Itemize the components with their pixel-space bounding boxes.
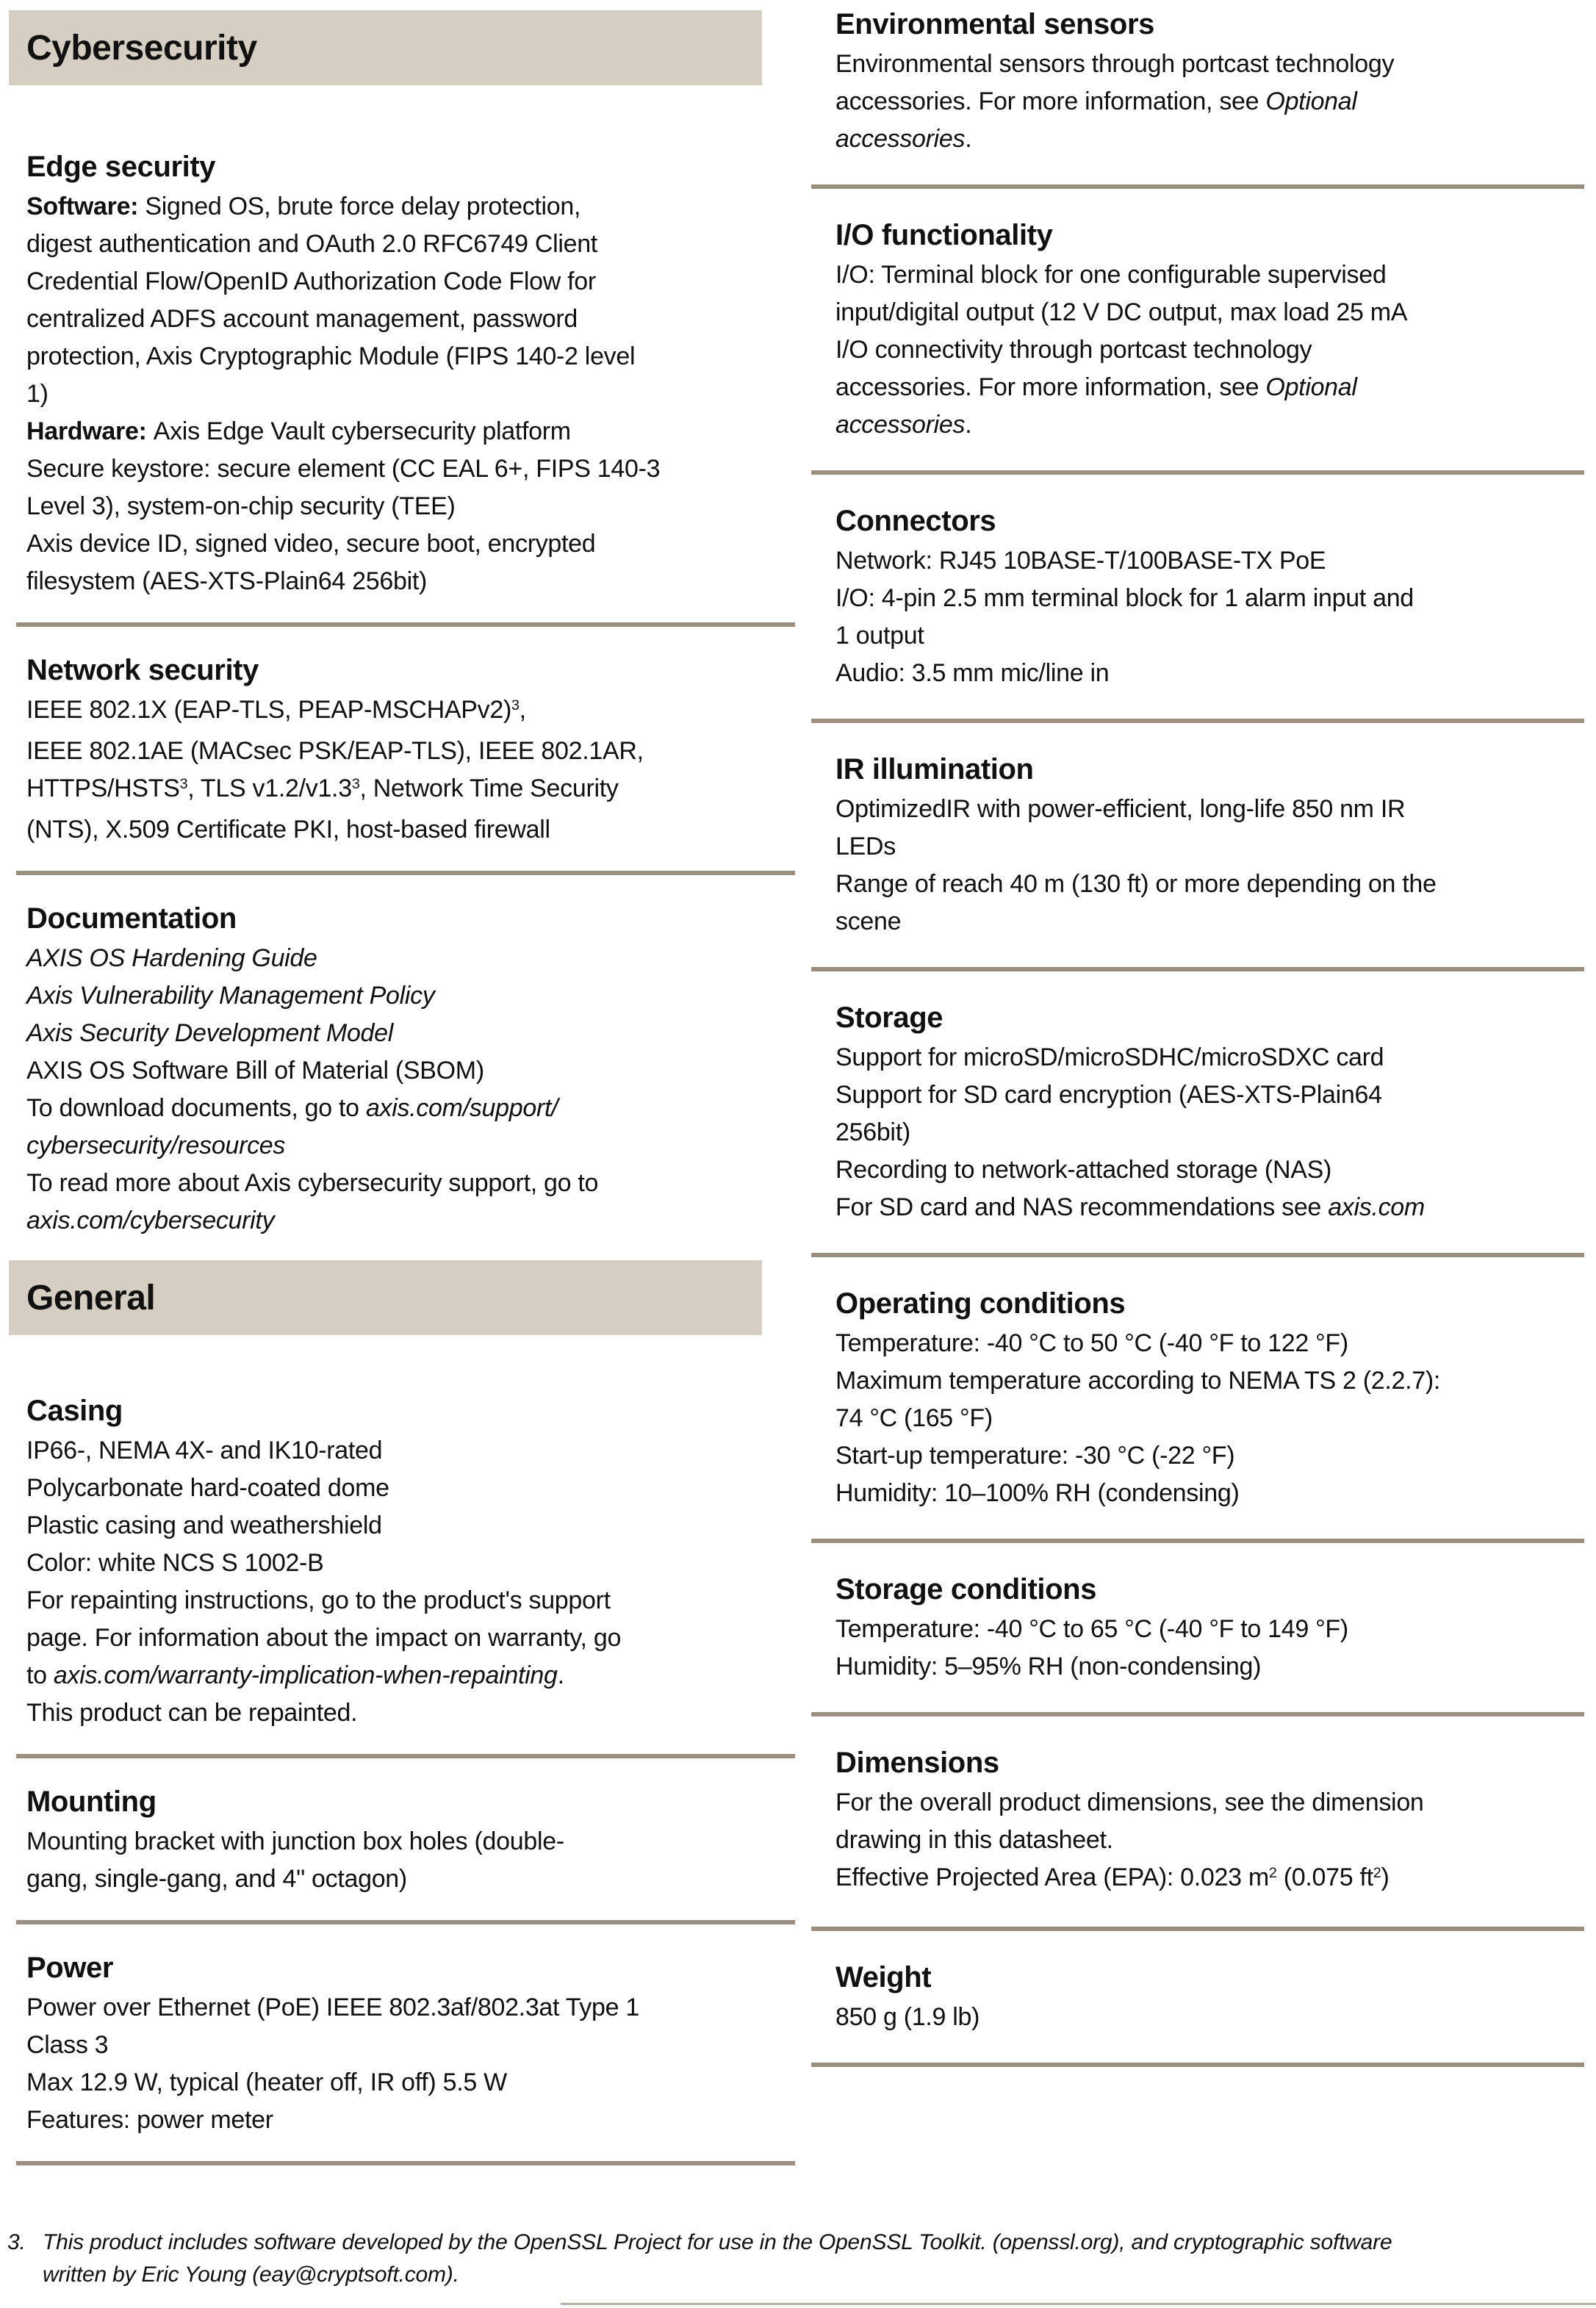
right-column	[811, 0, 1584, 2096]
section-storage	[835, 1001, 1584, 1226]
edge-security-heading: Edge security	[26, 151, 216, 183]
network-security-body: IEEE 802.1X (EAP-TLS, PEAP-MSCHAPv2)$^3$, IEEE 802.1AE (MACsec PSK/EAP-TLS), IEEE 802.1AR, HTTPS/HSTS$^3$, TLS $v1.2/v1.3^3$, Network Time Security (NTS), X.509 Certificate PKI, host-based firewall	[26, 696, 644, 844]
divider	[16, 1754, 795, 1758]
casing-heading: Casing	[26, 1395, 123, 1427]
connectors-heading: Connectors	[835, 505, 996, 537]
divider	[811, 1539, 1584, 1543]
section-mounting	[26, 1785, 795, 1898]
divider	[16, 871, 795, 875]
divider	[811, 1253, 1584, 1257]
power-body: Power over Ethernet (PoE) IEEE 802.3af/802.3at Type 1 Class 3 Max 12.9 W, typical (heater off, IR off) 5.5 W Features: power meter	[26, 1994, 639, 2134]
divider	[811, 1712, 1584, 1716]
divider	[811, 184, 1584, 189]
storage-body: Support for microSD/microSDHC/microSDXC card Support for SD card encryption (AES-XTS-Plain64 256bit) Recording to network-attached storage (NAS) For SD card and NAS recommendations see axis.com	[835, 1043, 1425, 1221]
operating-conditions-body: Temperature: -40 °C to 50 °C (-40 °F to 122 °F) Maximum temperature according to NEMA TS 2 (2.2.7): 74 °C (165 °F) Start-up temperature: -30 °C (-22 °F) Humidity: 10–100% RH (condensing)	[835, 1329, 1441, 1507]
network-security-heading: Network security	[26, 654, 259, 686]
section-header-general-title: General	[26, 1278, 156, 1317]
section-edge-security	[26, 150, 795, 600]
section-weight	[835, 1960, 1584, 2036]
mounting-heading: Mounting	[26, 1786, 157, 1818]
section-dimensions	[835, 1746, 1584, 1900]
weight-heading: Weight	[835, 1961, 932, 1994]
divider	[16, 2161, 795, 2165]
documentation-body: AXIS OS Hardening Guide Axis Vulnerability Management Policy Axis Security Development Model AXIS OS Software Bill of Material (SBOM) To download documents, go to axis.com/support/ cybersecurity/resources To read more about Axis cybersecurity support, go to axis.com/cybersecurity	[26, 944, 599, 1234]
footnote-marker: 3.	[7, 2230, 26, 2254]
dimensions-heading: Dimensions	[835, 1747, 999, 1779]
edge-security-body: Software: Signed OS, brute force delay protection, digest authentication and OAuth 2.0 RFC6749 Client Credential Flow/OpenID Authorization Code Flow for centralized ADFS account management, password protection, Axis Cryptographic Module (FIPS 140-2 level 1) Hardware: Axis Edge Vault cybersecurity platform Secure keystore: secure element (CC EAL 6+, FIPS 140-3 Level 3), system-on-chip security (TEE) Axis device ID, signed video, secure boot, encrypted filesystem (AES-XTS-Plain64 256bit)	[26, 193, 661, 595]
ir-illumination-body: OptimizedIR with power-efficient, long-life 850 nm IR LEDs Range of reach 40 m (130 ft) or more depending on the scene	[835, 795, 1437, 935]
environmental-sensors-heading: Environmental sensors	[835, 8, 1154, 40]
section-connectors	[835, 504, 1584, 692]
divider	[16, 1920, 795, 1924]
divider	[811, 967, 1584, 971]
documentation-heading: Documentation	[26, 902, 237, 935]
connectors-body: Network: RJ45 10BASE-T/100BASE-TX PoE I/O: 4-pin 2.5 mm terminal block for 1 alarm input and 1 output Audio: 3.5 mm mic/line in	[835, 547, 1414, 687]
footnote	[7, 2226, 1587, 2291]
section-power	[26, 1951, 795, 2139]
section-casing	[26, 1394, 795, 1732]
footnote-text: This product includes software developed by the OpenSSL Project for use in the OpenSSL Toolkit. (openssl.org), and cryptographic software written by Eric Young (eay@cryptsoft.com).	[43, 2230, 1392, 2287]
section-storage-conditions	[835, 1572, 1584, 1686]
divider	[811, 1927, 1584, 1931]
io-functionality-body: I/O: Terminal block for one configurable supervised input/digital output (12 V DC output, max load 25 mA I/O connectivity through portcast technology accessories. For more information, see Optional accessories.	[835, 261, 1408, 439]
divider	[811, 2063, 1584, 2067]
divider	[811, 719, 1584, 723]
left-column	[9, 0, 795, 2192]
section-header-cybersecurity	[9, 10, 762, 85]
power-heading: Power	[26, 1952, 114, 1984]
storage-heading: Storage	[835, 1002, 943, 1034]
section-network-security	[26, 653, 795, 849]
storage-conditions-heading: Storage conditions	[835, 1573, 1097, 1606]
storage-conditions-body: Temperature: -40 °C to 65 °C (-40 °F to 149 °F) Humidity: 5–95% RH (non-condensing)	[835, 1615, 1348, 1680]
section-documentation	[26, 902, 795, 1240]
mounting-body: Mounting bracket with junction box holes (double- gang, single-gang, and 4" octagon)	[26, 1827, 564, 1893]
dimensions-body: For the overall product dimensions, see the dimension drawing in this datasheet. Effective Projected Area (EPA): 0.023 $m^2$ (0.075 $ft^2$)	[835, 1788, 1424, 1891]
casing-body: IP66-, NEMA 4X- and IK10-rated Polycarbonate hard-coated dome Plastic casing and weathershield Color: white NCS S 1002-B For repainting instructions, go to the product's support page. For information about the impact on warranty, go to axis.com/warranty-implication-when-repainting. This product can be repainted.	[26, 1437, 622, 1727]
section-io-functionality	[835, 218, 1584, 444]
io-functionality-heading: I/O functionality	[835, 219, 1053, 251]
ir-illumination-heading: IR illumination	[835, 753, 1034, 785]
section-ir-illumination	[835, 752, 1584, 941]
section-operating-conditions	[835, 1287, 1584, 1512]
section-header-cybersecurity-title: Cybersecurity	[26, 28, 257, 68]
page-bottom-rule	[561, 2303, 1596, 2305]
environmental-sensors-body: Environmental sensors through portcast technology accessories. For more information, see Optional accessories.	[835, 50, 1395, 153]
operating-conditions-heading: Operating conditions	[835, 1287, 1126, 1320]
section-environmental-sensors	[835, 7, 1584, 158]
divider	[16, 622, 795, 627]
weight-body: 850 g (1.9 lb)	[835, 2003, 980, 2031]
section-header-general	[9, 1260, 762, 1335]
divider	[811, 470, 1584, 475]
